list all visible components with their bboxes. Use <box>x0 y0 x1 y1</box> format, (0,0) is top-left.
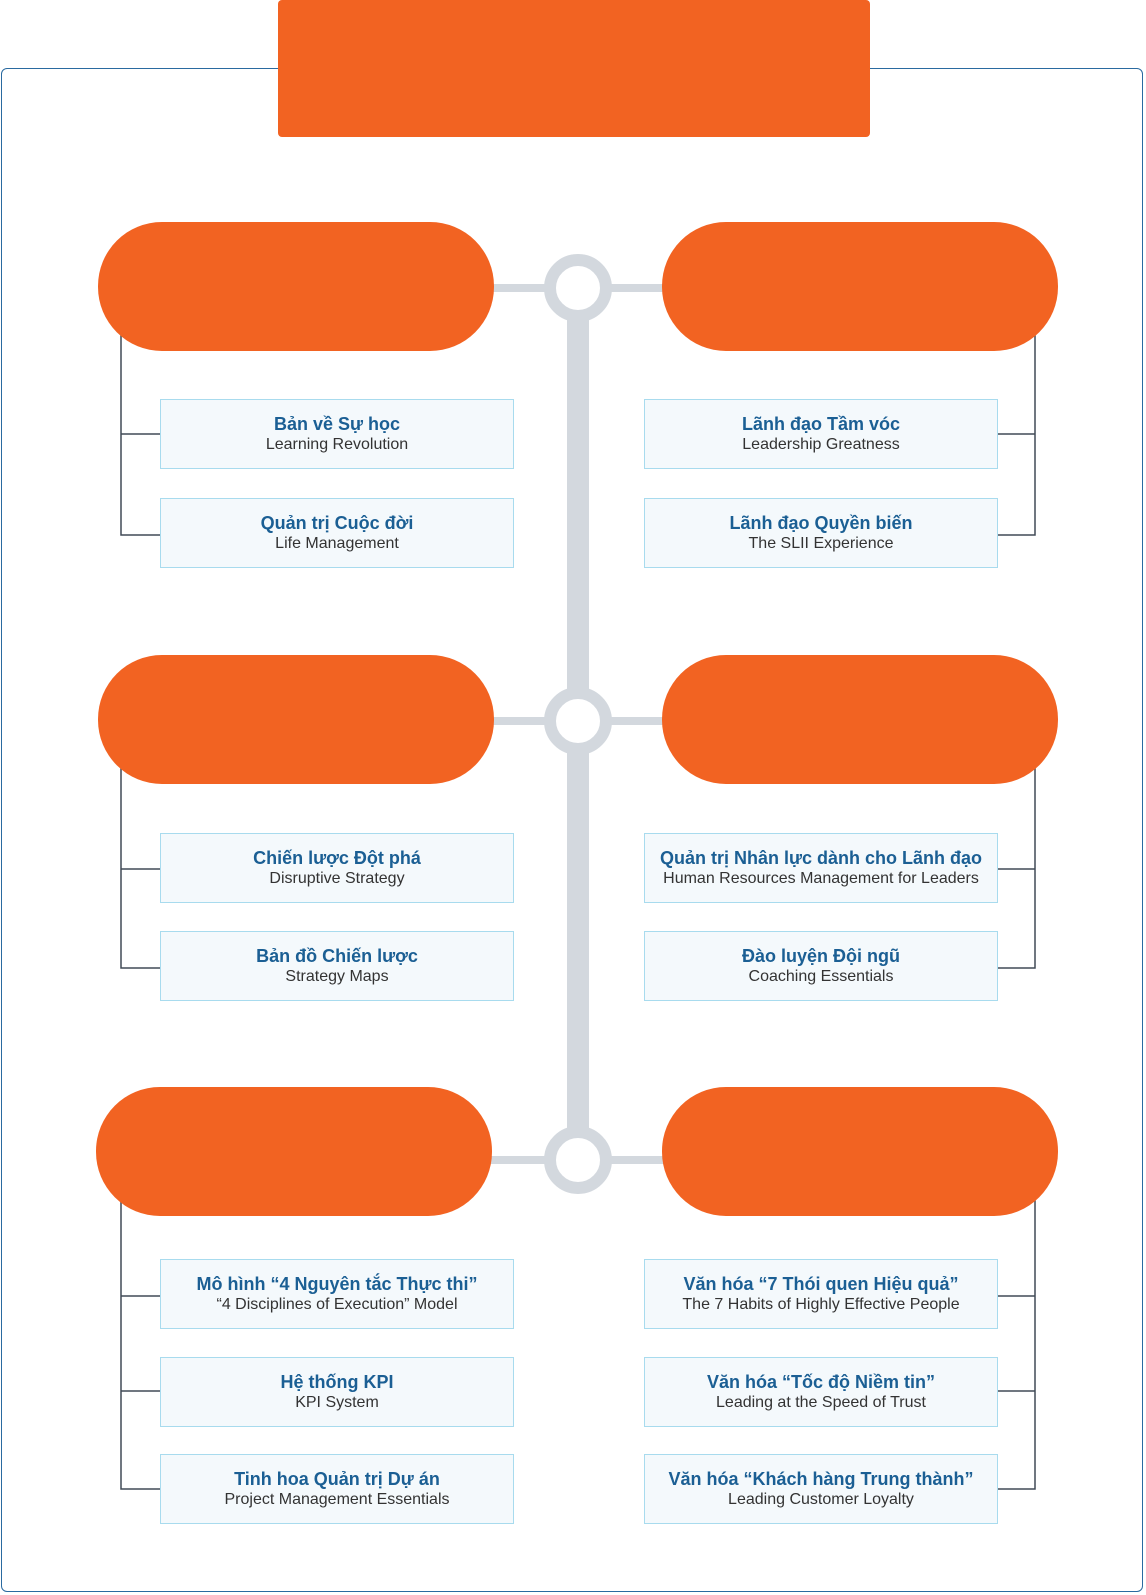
course-card[interactable] <box>160 1259 514 1329</box>
course-title-en: The 7 Habits of Highly Effective People <box>682 1296 960 1313</box>
course-card[interactable] <box>644 1454 998 1524</box>
course-title-vi: Quản trị Nhân lực dành cho Lãnh đạo <box>659 848 983 868</box>
course-title-vi: Chiến lược Đột phá <box>253 848 421 868</box>
course-title-en: Leadership Greatness <box>742 436 900 453</box>
group-pill-1 <box>98 222 494 351</box>
node-row-3 <box>550 1132 606 1188</box>
group-pill-2 <box>662 222 1058 351</box>
course-card[interactable] <box>644 498 998 568</box>
course-title-vi: Quản trị Cuộc đời <box>260 513 414 533</box>
node-row-2 <box>550 693 606 749</box>
course-title-vi: Văn hóa “Tốc độ Niềm tin” <box>706 1372 935 1392</box>
bracket-group-3 <box>121 767 160 968</box>
course-title-vi: Mô hình “4 Nguyên tắc Thực thi” <box>196 1274 478 1294</box>
course-title-vi: Văn hóa “7 Thói quen Hiệu quả” <box>683 1274 959 1294</box>
bracket-group-4 <box>998 767 1035 968</box>
course-title-vi: Lãnh đạo Tầm vóc <box>741 414 901 434</box>
course-card[interactable] <box>160 498 514 568</box>
course-title-en: Human Resources Management for Leaders <box>663 870 979 887</box>
course-card[interactable] <box>160 833 514 903</box>
course-card[interactable] <box>160 1454 514 1524</box>
course-card[interactable] <box>160 399 514 469</box>
node-row-1 <box>550 260 606 316</box>
course-title-vi: Tinh hoa Quản trị Dự án <box>234 1469 440 1489</box>
course-title-en: Disruptive Strategy <box>269 870 405 887</box>
group-pill-3 <box>98 655 494 784</box>
course-title-en: Leading Customer Loyalty <box>728 1491 914 1508</box>
group-pill-4 <box>662 655 1058 784</box>
course-title-en: Learning Revolution <box>265 436 409 453</box>
course-card[interactable] <box>644 1259 998 1329</box>
course-card[interactable] <box>644 399 998 469</box>
course-card[interactable] <box>160 931 514 1001</box>
course-title-vi: Bản về Sự học <box>273 414 401 434</box>
course-title-en: KPI System <box>295 1394 379 1411</box>
course-card[interactable] <box>160 1357 514 1427</box>
group-pill-5 <box>96 1087 492 1216</box>
course-title-en: Project Management Essentials <box>224 1491 450 1508</box>
course-card[interactable] <box>644 1357 998 1427</box>
course-title-vi: Bản đồ Chiến lược <box>256 946 418 966</box>
group-pill-6 <box>662 1087 1058 1216</box>
course-title-en: Strategy Maps <box>285 968 389 985</box>
course-card[interactable] <box>644 833 998 903</box>
course-title-en: The SLII Experience <box>748 535 894 552</box>
course-title-vi: Lãnh đạo Quyền biến <box>729 513 913 533</box>
course-title-en: Leading at the Speed of Trust <box>716 1394 926 1411</box>
course-card[interactable] <box>644 931 998 1001</box>
course-title-vi: Văn hóa “Khách hàng Trung thành” <box>668 1469 974 1489</box>
bracket-group-1 <box>121 333 160 535</box>
bracket-group-6 <box>998 1200 1035 1489</box>
course-title-en: Coaching Essentials <box>748 968 894 985</box>
bracket-group-2 <box>998 333 1035 535</box>
bracket-group-5 <box>121 1200 160 1489</box>
course-title-vi: Hệ thống KPI <box>280 1372 394 1392</box>
course-title-vi: Đào luyện Đội ngũ <box>741 946 900 966</box>
course-title-en: “4 Disciplines of Execution” Model <box>216 1296 458 1313</box>
course-title-en: Life Management <box>275 535 399 552</box>
